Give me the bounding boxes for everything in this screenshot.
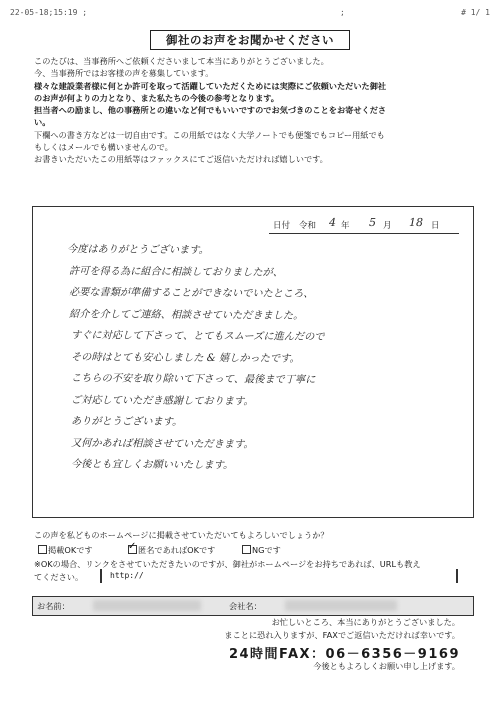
handwritten-line: 又何かあれば相談させていただきます。	[70, 437, 254, 450]
date-row	[269, 215, 459, 234]
closing-fax-request: まことに恐れ入りますが、FAXでご返信いただければ幸いです。	[224, 630, 460, 640]
intro-line: 今、当事務所ではお客様の声を募集しています。	[34, 68, 214, 79]
closing-thanks: お忙しいところ、本当にありがとうございました。	[271, 617, 460, 627]
publish-question: この声を私どものホームページに掲載させていただいてもよろしいでしょうか？	[34, 530, 329, 540]
name-label: お名前：	[37, 601, 70, 611]
handwritten-line: 必要な書類が準備することができないでいたところ、	[68, 287, 314, 300]
intro-text	[34, 55, 474, 166]
date-day: 18	[408, 215, 424, 230]
intro-line: のお声が何よりの力となり、また私たちの今後の参考となります。	[34, 92, 279, 103]
company-label: 会社名：	[229, 601, 262, 611]
fax-separator: ;	[340, 8, 345, 17]
handwritten-line: 今後とも宜しくお願いいたします。	[70, 459, 234, 472]
intro-line: このたびは、当事務所へご依頼くださいまして本当にありがとうございました。	[34, 56, 329, 66]
page-number: # 1/ 1	[461, 8, 490, 17]
company-redacted	[285, 600, 397, 611]
handwritten-line: ありがとうございます。	[70, 416, 183, 428]
fax-timestamp: 22-05-18;15:19 ;	[10, 8, 88, 17]
checkbox[interactable]	[242, 545, 251, 554]
intro-line: 担当者への励まし、他の事務所との違いなど何でもいいですのでお気づきのことをお寄せくださ	[34, 105, 387, 116]
handwritten-comment	[66, 240, 325, 477]
date-month-unit: 月	[383, 221, 392, 231]
handwritten-line: ご対応していただき感謝しております。	[70, 394, 254, 407]
name-redacted	[93, 600, 201, 611]
option-ng[interactable]: NGです	[242, 545, 281, 556]
handwritten-line: その時はとても安心しました & 嬉しかったです。	[70, 351, 300, 365]
checkbox[interactable]	[128, 541, 137, 554]
handwritten-line: 今度はありがとうございます。	[66, 244, 209, 257]
handwritten-line: すぐに対応して下さって、とてもスムーズに進んだので	[70, 330, 325, 343]
checkbox[interactable]	[38, 545, 47, 554]
handwritten-line: 紹介を介してご連絡、相談させていただきました。	[68, 308, 304, 322]
date-label: 日付	[273, 221, 291, 231]
intro-line: もしくはメールでも構いませんので。	[34, 142, 173, 153]
intro-line: い。	[34, 117, 51, 128]
option-publish-ok[interactable]: 掲載OKです	[38, 545, 93, 556]
url-field[interactable]: http://	[100, 569, 458, 583]
date-day-unit: 日	[431, 221, 440, 231]
name-company-row	[32, 596, 474, 616]
date-year-unit: 年	[341, 221, 350, 231]
intro-line: 下欄への書き方などは一切自由です。この用紙ではなく大学ノートでも便箋でもコピー用紙でも	[34, 129, 385, 140]
date-era: 令和	[299, 221, 317, 231]
fax-number: 24時間FAX：06－6356－9169	[228, 647, 460, 662]
closing-regards: 今後ともよろしくお願い申し上げます。	[313, 661, 460, 671]
date-year: 4	[328, 215, 337, 230]
handwritten-line: 許可を得る為に組合に相談しておりましたが、	[68, 265, 283, 279]
handwritten-line: こちらの不安を取り除いて下さって、最後まで丁寧に	[70, 373, 316, 386]
comment-box	[32, 206, 474, 518]
url-note: ※OKの場合、リンクをさせていただきたいのですが、御社がホームページをお持ちであれば、URLも教え てください。	[34, 559, 421, 582]
page-title: 御社のお声をお聞かせください	[150, 30, 350, 50]
checkmark-icon: ✓	[128, 541, 137, 552]
option-anonymous-ok[interactable]: ✓ 匿名であればOKです	[128, 541, 216, 555]
intro-line: 様々な建設業者様に何とか許可を取って活躍していただくためには実際にご依頼いただいた御社	[34, 80, 387, 91]
intro-line: お書きいただいたこの用紙等はファックスにてご返信いただければ嬉しいです。	[34, 154, 328, 165]
date-month: 5	[368, 215, 377, 230]
